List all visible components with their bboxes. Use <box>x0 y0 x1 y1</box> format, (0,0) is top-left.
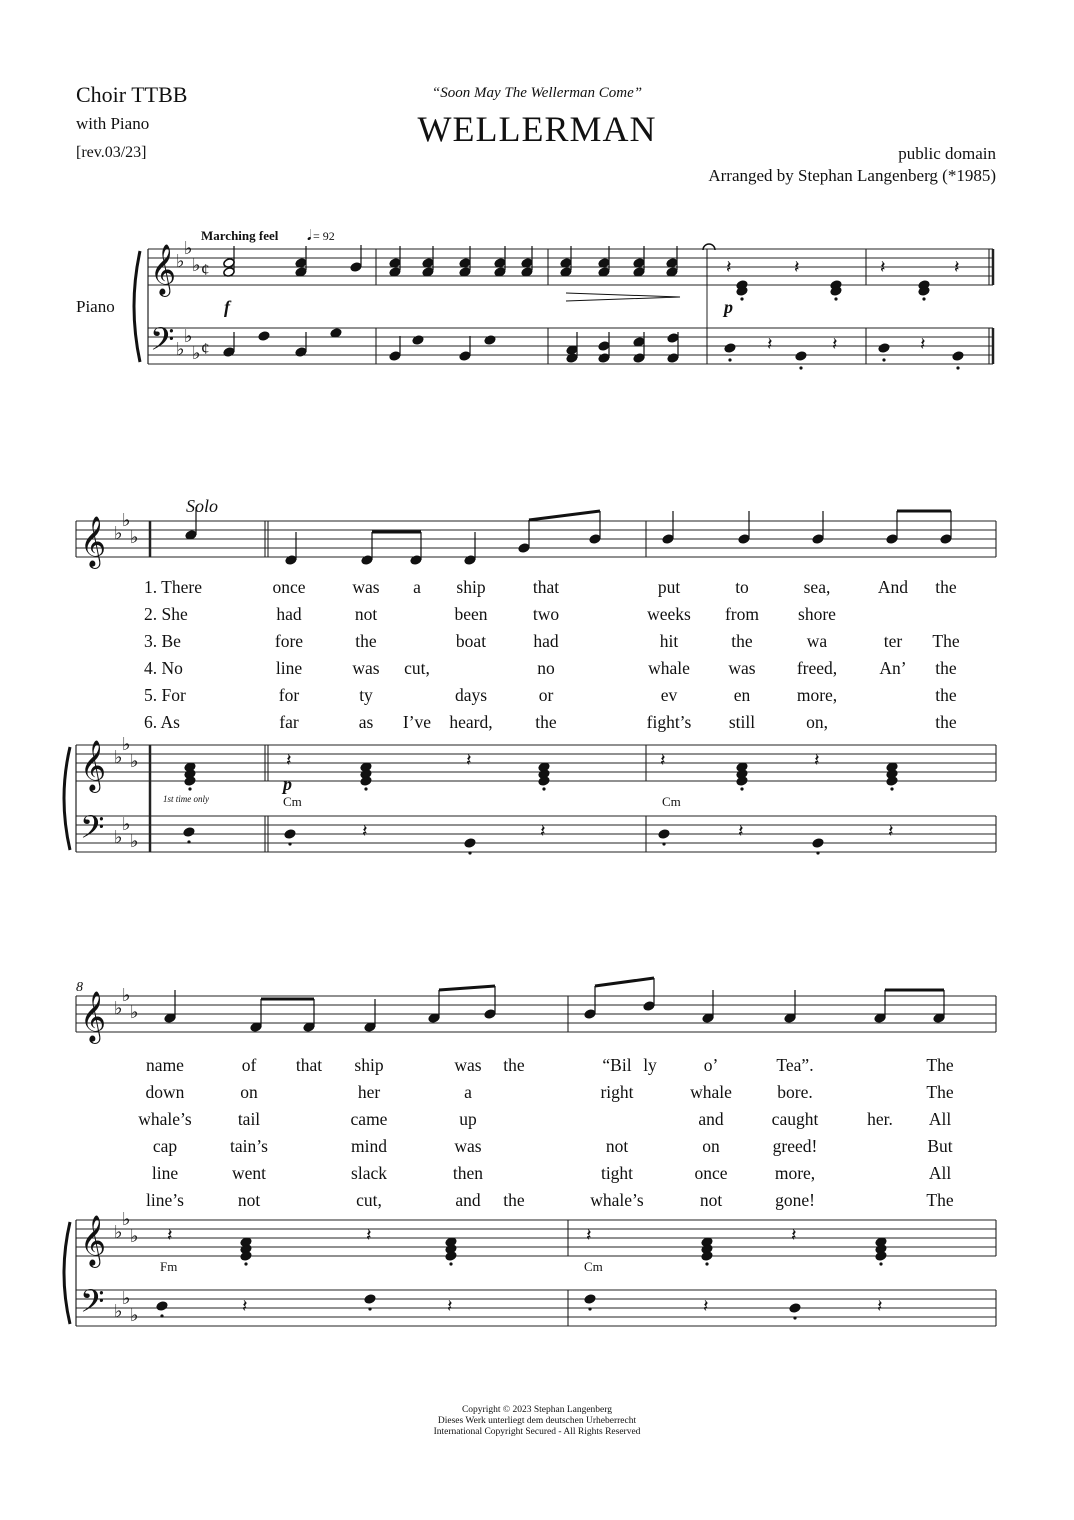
flat-icon: ♭ <box>122 1288 131 1309</box>
notehead <box>658 829 670 840</box>
staff-lines <box>64 238 996 1327</box>
flat-icon: ♭ <box>192 255 201 276</box>
flat-icon: ♭ <box>184 238 193 259</box>
lyric-syllable: still <box>728 712 756 732</box>
notehead <box>738 534 750 545</box>
notehead <box>223 347 235 358</box>
lyric-syllable: for <box>278 685 300 705</box>
staccato-dot <box>740 787 743 790</box>
lyric-syllable: no <box>537 658 555 678</box>
lyric-syllable: ship <box>456 577 486 597</box>
lyric-syllable: the <box>731 631 753 651</box>
flat-icon: ♭ <box>122 734 131 755</box>
staccato-dot <box>188 787 191 790</box>
first-time-only-label: 1st time only <box>163 794 209 804</box>
notehead <box>464 838 476 849</box>
lyric-syllable: 2. She <box>144 604 188 624</box>
notehead <box>361 555 373 566</box>
lyric-syllable: not <box>699 1190 723 1210</box>
lyrics-verse-block-1 <box>144 577 960 732</box>
flat-icon: ♭ <box>114 747 123 768</box>
lyric-syllable: ly <box>643 1055 657 1075</box>
lyric-syllable: en <box>733 685 751 705</box>
lyric-syllable: came <box>350 1109 388 1129</box>
notehead <box>459 351 471 362</box>
treble-clef-icon: 𝄞 <box>80 991 107 1042</box>
notehead <box>566 353 578 364</box>
staccato-dot <box>244 1262 247 1265</box>
lyric-syllable: more, <box>796 685 838 705</box>
staccato-dot <box>882 358 885 361</box>
lyric-syllable: ev <box>660 685 678 705</box>
lyric-syllable: was <box>352 577 380 597</box>
lyric-syllable: greed! <box>772 1136 818 1156</box>
staccato-dot <box>890 787 893 790</box>
lyric-syllable: whale <box>690 1082 732 1102</box>
lyric-syllable: and <box>455 1190 481 1210</box>
lyric-syllable: and <box>698 1109 724 1129</box>
lyric-syllable: days <box>454 685 488 705</box>
staccato-dot <box>740 297 743 300</box>
lyric-syllable: was <box>454 1136 482 1156</box>
lyric-syllable: weeks <box>647 604 691 624</box>
lyric-syllable: 5. For <box>144 685 186 705</box>
bass-clef-icon: 𝄢 <box>150 321 175 365</box>
notehead <box>464 555 476 566</box>
lyric-syllable: of <box>241 1055 257 1075</box>
rest-icon: 𝄽 <box>242 1296 248 1317</box>
tempo-note-icon: 𝅘𝅥 <box>307 229 312 244</box>
staccato-dot <box>793 1316 796 1319</box>
lyric-syllable: or <box>538 685 554 705</box>
rest-icon: 𝄽 <box>920 334 926 355</box>
treble-clef-icon: 𝄞 <box>80 516 107 567</box>
flat-icon: ♭ <box>130 1226 139 1247</box>
lyric-syllable: as <box>358 712 374 732</box>
lyric-syllable: hit <box>659 631 679 651</box>
rest-icon: 𝄽 <box>791 1225 797 1246</box>
copyright-line: International Copyright Secured - All Rights Reserved <box>433 1427 641 1437</box>
lyric-syllable: Tea”. <box>776 1055 814 1075</box>
ensemble-label: Choir TTBB <box>76 82 188 107</box>
lyric-syllable: fight’s <box>646 712 692 732</box>
lyric-syllable: on, <box>806 712 828 732</box>
notehead <box>952 351 964 362</box>
chord-symbol: Fm <box>160 1259 178 1274</box>
notehead <box>156 1301 168 1312</box>
lyric-syllable: 1. There <box>144 577 202 597</box>
notehead <box>285 555 297 566</box>
lyric-syllable: on <box>240 1082 258 1102</box>
cut-time-icon: ¢ <box>201 260 210 279</box>
lyric-syllable: bore. <box>777 1082 813 1102</box>
lyric-syllable: cut, <box>404 658 430 678</box>
accompaniment-label: with Piano <box>76 114 150 133</box>
beam <box>439 986 495 990</box>
flat-icon: ♭ <box>192 343 201 364</box>
lyric-syllable: whale’s <box>138 1109 192 1129</box>
notehead <box>812 838 824 849</box>
copyright-footer <box>337 1405 737 1438</box>
flat-icon: ♭ <box>130 1305 139 1326</box>
flat-icon: ♭ <box>114 998 123 1019</box>
lyric-syllable: All <box>928 1163 952 1183</box>
rest-icon: 𝄽 <box>362 821 368 842</box>
flat-icon: ♭ <box>130 831 139 852</box>
bass-clef-icon: 𝄢 <box>80 809 105 853</box>
brace <box>134 251 140 362</box>
staccato-dot <box>288 842 291 845</box>
bass-clef-icon: 𝄢 <box>80 1283 105 1327</box>
staccato-dot <box>879 1262 882 1265</box>
lyric-syllable: heard, <box>449 712 493 732</box>
rest-icon: 𝄽 <box>466 750 472 771</box>
notes <box>156 244 964 1320</box>
lyric-syllable: sea, <box>803 577 831 597</box>
lyric-syllable: up <box>459 1109 477 1129</box>
lyric-syllable: the <box>935 712 957 732</box>
lyric-syllable: the <box>935 577 957 597</box>
rest-icon: 𝄽 <box>814 750 820 771</box>
tempo-text: Marching feel <box>201 228 279 243</box>
lyric-syllable: a <box>413 577 421 597</box>
lyric-syllable: the <box>535 712 557 732</box>
flat-icon: ♭ <box>176 339 185 360</box>
lyric-syllable: more, <box>774 1163 816 1183</box>
staccato-dot <box>468 851 471 854</box>
notehead <box>667 333 679 344</box>
treble-clef-icon: 𝄞 <box>80 1215 107 1266</box>
staccato-dot <box>588 1307 591 1310</box>
flat-icon: ♭ <box>184 326 193 347</box>
rest-icon: 𝄽 <box>726 257 732 278</box>
beam <box>529 511 600 520</box>
staccato-dot <box>368 1307 371 1310</box>
lyric-syllable: name <box>146 1055 184 1075</box>
notehead <box>584 1009 596 1020</box>
rest-icon: 𝄽 <box>540 821 546 842</box>
rest-icon: 𝄽 <box>366 1225 372 1246</box>
staccato-dot <box>705 1262 708 1265</box>
lyric-syllable: put <box>657 577 681 597</box>
flat-icon: ♭ <box>114 827 123 848</box>
lyric-syllable: ty <box>359 685 373 705</box>
lyric-syllable: wa <box>806 631 828 651</box>
rest-icon: 𝄽 <box>888 821 894 842</box>
lyric-syllable: An’ <box>879 658 907 678</box>
lyric-syllable: 3. Be <box>144 631 181 651</box>
lyric-syllable: on <box>702 1136 720 1156</box>
lyric-syllable: tain’s <box>230 1136 268 1156</box>
dynamic-piano: p <box>724 297 733 317</box>
notehead <box>589 534 601 545</box>
notehead <box>795 351 807 362</box>
flat-icon: ♭ <box>122 1209 131 1230</box>
lyric-syllable: not <box>605 1136 629 1156</box>
notehead <box>789 1303 801 1314</box>
chord-symbol: Cm <box>584 1259 603 1274</box>
staccato-dot <box>449 1262 452 1265</box>
lyric-syllable: ship <box>354 1055 384 1075</box>
lyric-syllable: line <box>151 1163 179 1183</box>
rest-icon: 𝄽 <box>767 334 773 355</box>
notehead <box>484 1009 496 1020</box>
lyric-syllable: far <box>279 712 299 732</box>
flat-icon: ♭ <box>122 985 131 1006</box>
tempo-value: = 92 <box>313 229 335 243</box>
cut-time-icon: ¢ <box>201 339 210 358</box>
staccato-dot <box>922 297 925 300</box>
notehead <box>412 335 424 346</box>
staccato-dot <box>728 358 731 361</box>
lyric-syllable: her. <box>867 1109 893 1129</box>
notehead <box>389 351 401 362</box>
staccato-dot <box>816 851 819 854</box>
notehead <box>878 343 890 354</box>
lyric-syllable: The <box>926 1190 954 1210</box>
notehead <box>662 534 674 545</box>
lyric-syllable: been <box>454 604 488 624</box>
lyric-syllable: mind <box>351 1136 387 1156</box>
beam <box>595 978 654 986</box>
instrument-label: Piano <box>76 297 115 316</box>
notehead <box>584 1294 596 1305</box>
revision-label: [rev.03/23] <box>76 144 147 161</box>
flat-icon: ♭ <box>130 527 139 548</box>
flat-icon: ♭ <box>114 1222 123 1243</box>
crescendo-hairpin <box>566 293 680 301</box>
lyric-syllable: that <box>295 1055 323 1075</box>
lyric-syllable: And <box>877 577 909 597</box>
dynamic-piano-2: p <box>283 774 292 794</box>
notehead <box>598 341 610 352</box>
flat-icon: ♭ <box>130 751 139 772</box>
lyric-syllable: was <box>454 1055 482 1075</box>
lyric-syllable: the <box>935 685 957 705</box>
lyric-syllable: o’ <box>703 1055 719 1075</box>
lyric-syllable: was <box>728 658 756 678</box>
lyric-syllable: that <box>532 577 560 597</box>
lyrics-verse-block-2 <box>138 1055 954 1210</box>
treble-clef-icon: 𝄞 <box>80 740 107 791</box>
lyric-syllable: I’ve <box>402 712 432 732</box>
notehead <box>295 347 307 358</box>
chord-symbol: Cm <box>662 794 681 809</box>
notehead <box>886 534 898 545</box>
staccato-dot <box>160 1314 163 1317</box>
lyric-syllable: had <box>276 604 302 624</box>
lyric-syllable: cut, <box>356 1190 382 1210</box>
brace <box>64 1222 70 1324</box>
rest-icon: 𝄽 <box>794 257 800 278</box>
lyric-syllable: whale <box>648 658 690 678</box>
notehead <box>284 829 296 840</box>
rest-icon: 𝄽 <box>586 1225 592 1246</box>
rest-icon: 𝄽 <box>738 821 744 842</box>
flat-icon: ♭ <box>130 1002 139 1023</box>
lyric-syllable: 4. No <box>144 658 183 678</box>
lyric-syllable: freed, <box>796 658 838 678</box>
notehead <box>183 827 195 838</box>
lyric-syllable: went <box>231 1163 267 1183</box>
notehead <box>258 331 270 342</box>
lyric-syllable: gone! <box>775 1190 815 1210</box>
notehead <box>350 262 362 273</box>
flat-icon: ♭ <box>122 814 131 835</box>
title: WELLERMAN <box>417 109 657 149</box>
lyric-syllable: not <box>354 604 378 624</box>
lyric-syllable: The <box>932 631 960 651</box>
staccato-dot <box>799 366 802 369</box>
lyric-syllable: “Bil <box>602 1055 632 1075</box>
flat-icon: ♭ <box>114 523 123 544</box>
rest-icon: 𝄽 <box>703 1296 709 1317</box>
measure-number: 8 <box>76 980 83 995</box>
lyric-syllable: 6. As <box>144 712 180 732</box>
notehead <box>518 543 530 554</box>
lyric-syllable: right <box>600 1082 634 1102</box>
lyric-syllable: tight <box>600 1163 634 1183</box>
staccato-dot <box>662 842 665 845</box>
notehead <box>724 343 736 354</box>
lyric-syllable: two <box>532 604 560 624</box>
notehead <box>940 534 952 545</box>
lyric-syllable: ter <box>883 631 903 651</box>
lyric-syllable: whale’s <box>590 1190 644 1210</box>
lyric-syllable: then <box>452 1163 484 1183</box>
lyric-syllable: tail <box>237 1109 261 1129</box>
chord-symbol: Cm <box>283 794 302 809</box>
dynamic-forte: f <box>224 297 230 317</box>
flat-icon: ♭ <box>176 251 185 272</box>
notehead <box>667 353 679 364</box>
rest-icon: 𝄽 <box>286 750 292 771</box>
arranger-label: Arranged by Stephan Langenberg (*1985) <box>708 166 996 185</box>
rest-icon: 𝄽 <box>660 750 666 771</box>
notehead <box>364 1294 376 1305</box>
notehead <box>484 335 496 346</box>
lyric-syllable: The <box>926 1082 954 1102</box>
lyric-syllable: to <box>735 577 749 597</box>
lyric-syllable: fore <box>274 631 304 651</box>
rest-icon: 𝄽 <box>832 334 838 355</box>
copyright-line: Dieses Werk unterliegt dem deutschen Urheberrecht <box>437 1416 637 1426</box>
lyric-syllable: from <box>724 604 760 624</box>
notehead <box>643 1001 655 1012</box>
lyric-syllable: her <box>357 1082 381 1102</box>
staccato-dot <box>956 366 959 369</box>
rights-label: public domain <box>898 144 996 163</box>
staccato-dot <box>542 787 545 790</box>
lyric-syllable: the <box>355 631 377 651</box>
lyric-syllable: All <box>928 1109 952 1129</box>
lyric-syllable: boat <box>455 631 487 651</box>
lyric-syllable: the <box>935 658 957 678</box>
lyric-syllable: cap <box>152 1136 178 1156</box>
lyric-syllable: The <box>926 1055 954 1075</box>
lyric-syllable: slack <box>351 1163 387 1183</box>
lyric-syllable: a <box>464 1082 472 1102</box>
lyric-syllable: was <box>352 658 380 678</box>
rest-icon: 𝄽 <box>167 1225 173 1246</box>
rest-icon: 𝄽 <box>877 1296 883 1317</box>
lyric-syllable: once <box>694 1163 728 1183</box>
lyric-syllable: shore <box>798 604 836 624</box>
staccato-dot <box>834 297 837 300</box>
notehead <box>598 353 610 364</box>
treble-clef-icon: 𝄞 <box>150 244 177 295</box>
flat-icon: ♭ <box>114 1301 123 1322</box>
lyric-syllable: the <box>503 1055 525 1075</box>
lyric-syllable: once <box>272 577 306 597</box>
solo-label: Solo <box>186 496 219 516</box>
subtitle: “Soon May The Wellerman Come” <box>431 85 643 101</box>
staccato-dot <box>364 787 367 790</box>
brace <box>64 747 70 850</box>
lyric-syllable: had <box>533 631 559 651</box>
lyric-syllable: down <box>145 1082 185 1102</box>
rest-icon: 𝄽 <box>880 257 886 278</box>
lyric-syllable: caught <box>771 1109 819 1129</box>
notehead <box>812 534 824 545</box>
notehead <box>633 353 645 364</box>
rest-icon: 𝄽 <box>447 1296 453 1317</box>
lyric-syllable: line’s <box>146 1190 184 1210</box>
lyric-syllable: the <box>503 1190 525 1210</box>
lyric-syllable: line <box>275 658 303 678</box>
rest-icon: 𝄽 <box>954 257 960 278</box>
lyric-syllable: But <box>927 1136 953 1156</box>
copyright-line: Copyright © 2023 Stephan Langenberg <box>461 1405 613 1415</box>
lyric-syllable: not <box>237 1190 261 1210</box>
staccato-dot <box>187 840 190 843</box>
flat-icon: ♭ <box>122 510 131 531</box>
notehead <box>410 555 422 566</box>
